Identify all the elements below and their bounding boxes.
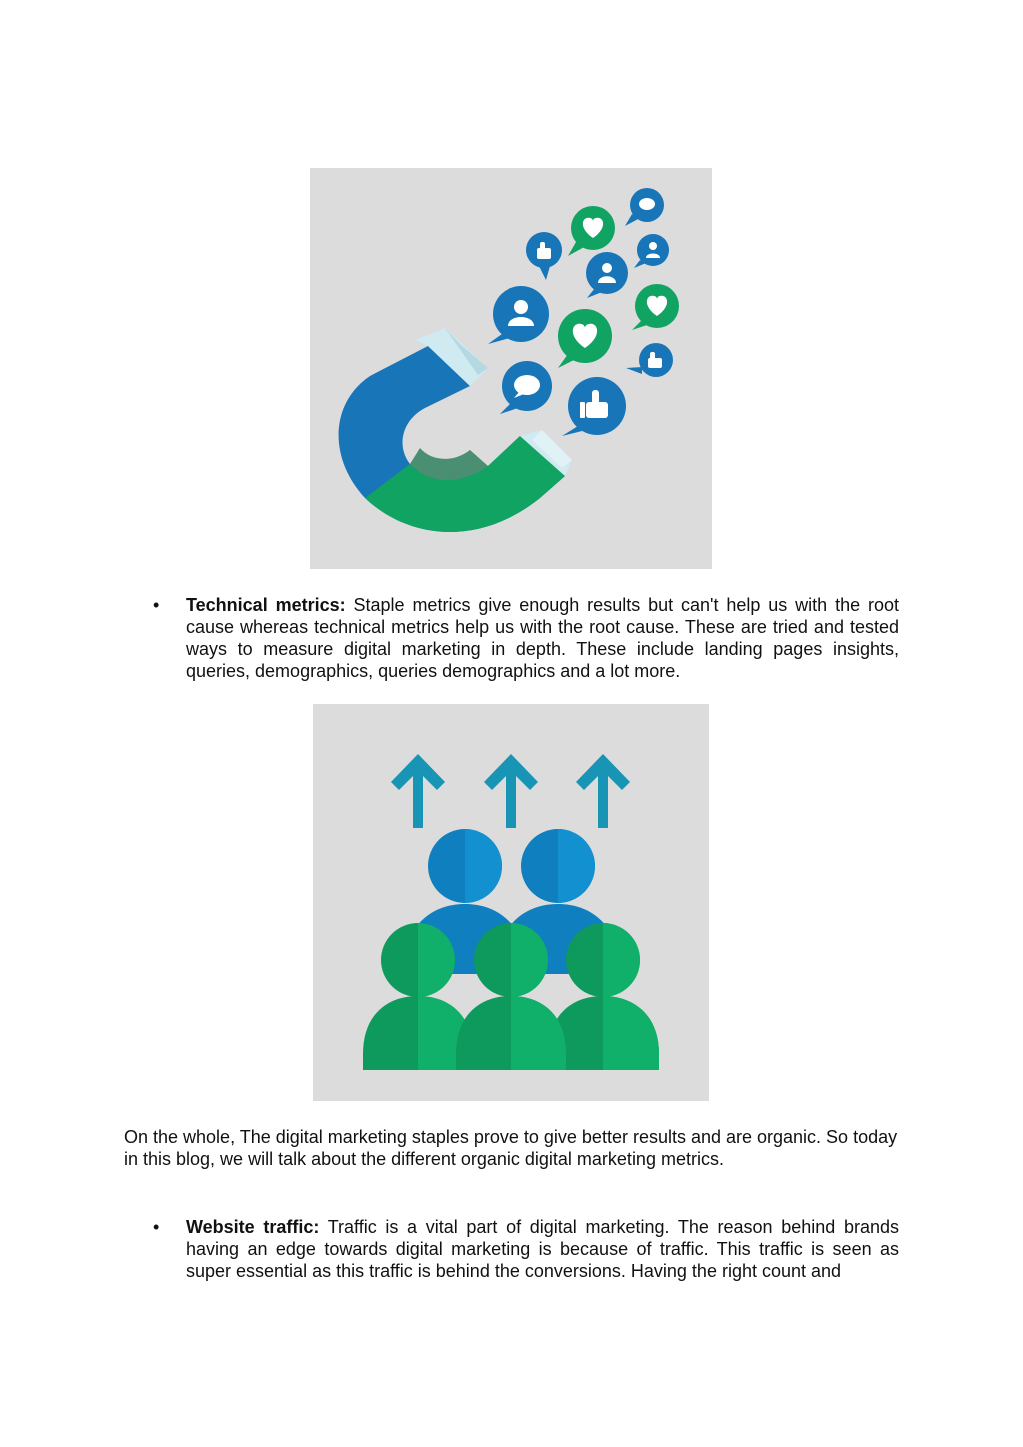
technical-metrics-text: Staple metrics give enough results but can't help us with the root cause whereas technical metrics help us with the root cause. These are tried and tested ways to measure digital marketing in depth. These include landing pages insights, queries, demographics, queries demographics and a lot more. bbox=[186, 595, 899, 681]
summary-paragraph: On the whole, The digital marketing staples prove to give better results and are organic. So today in this blog, we will talk about the different organic digital marketing metrics. bbox=[124, 1127, 898, 1169]
bullet-marker: • bbox=[153, 595, 160, 615]
bullet-marker: • bbox=[153, 1217, 160, 1237]
website-traffic-heading: Website traffic: bbox=[186, 1217, 320, 1237]
audience-growth-illustration bbox=[313, 704, 709, 1101]
magnet-illustration bbox=[310, 168, 712, 569]
technical-metrics-heading: Technical metrics: bbox=[186, 595, 346, 615]
technical-metrics-item bbox=[186, 594, 899, 682]
website-traffic-text: Traffic is a vital part of digital marketing. The reason behind brands having an edge towards digital marketing is because of traffic. This traffic is seen as super essential as this traffic is behind the conversions. Having the right count and bbox=[186, 1217, 899, 1281]
website-traffic-item bbox=[186, 1216, 899, 1282]
